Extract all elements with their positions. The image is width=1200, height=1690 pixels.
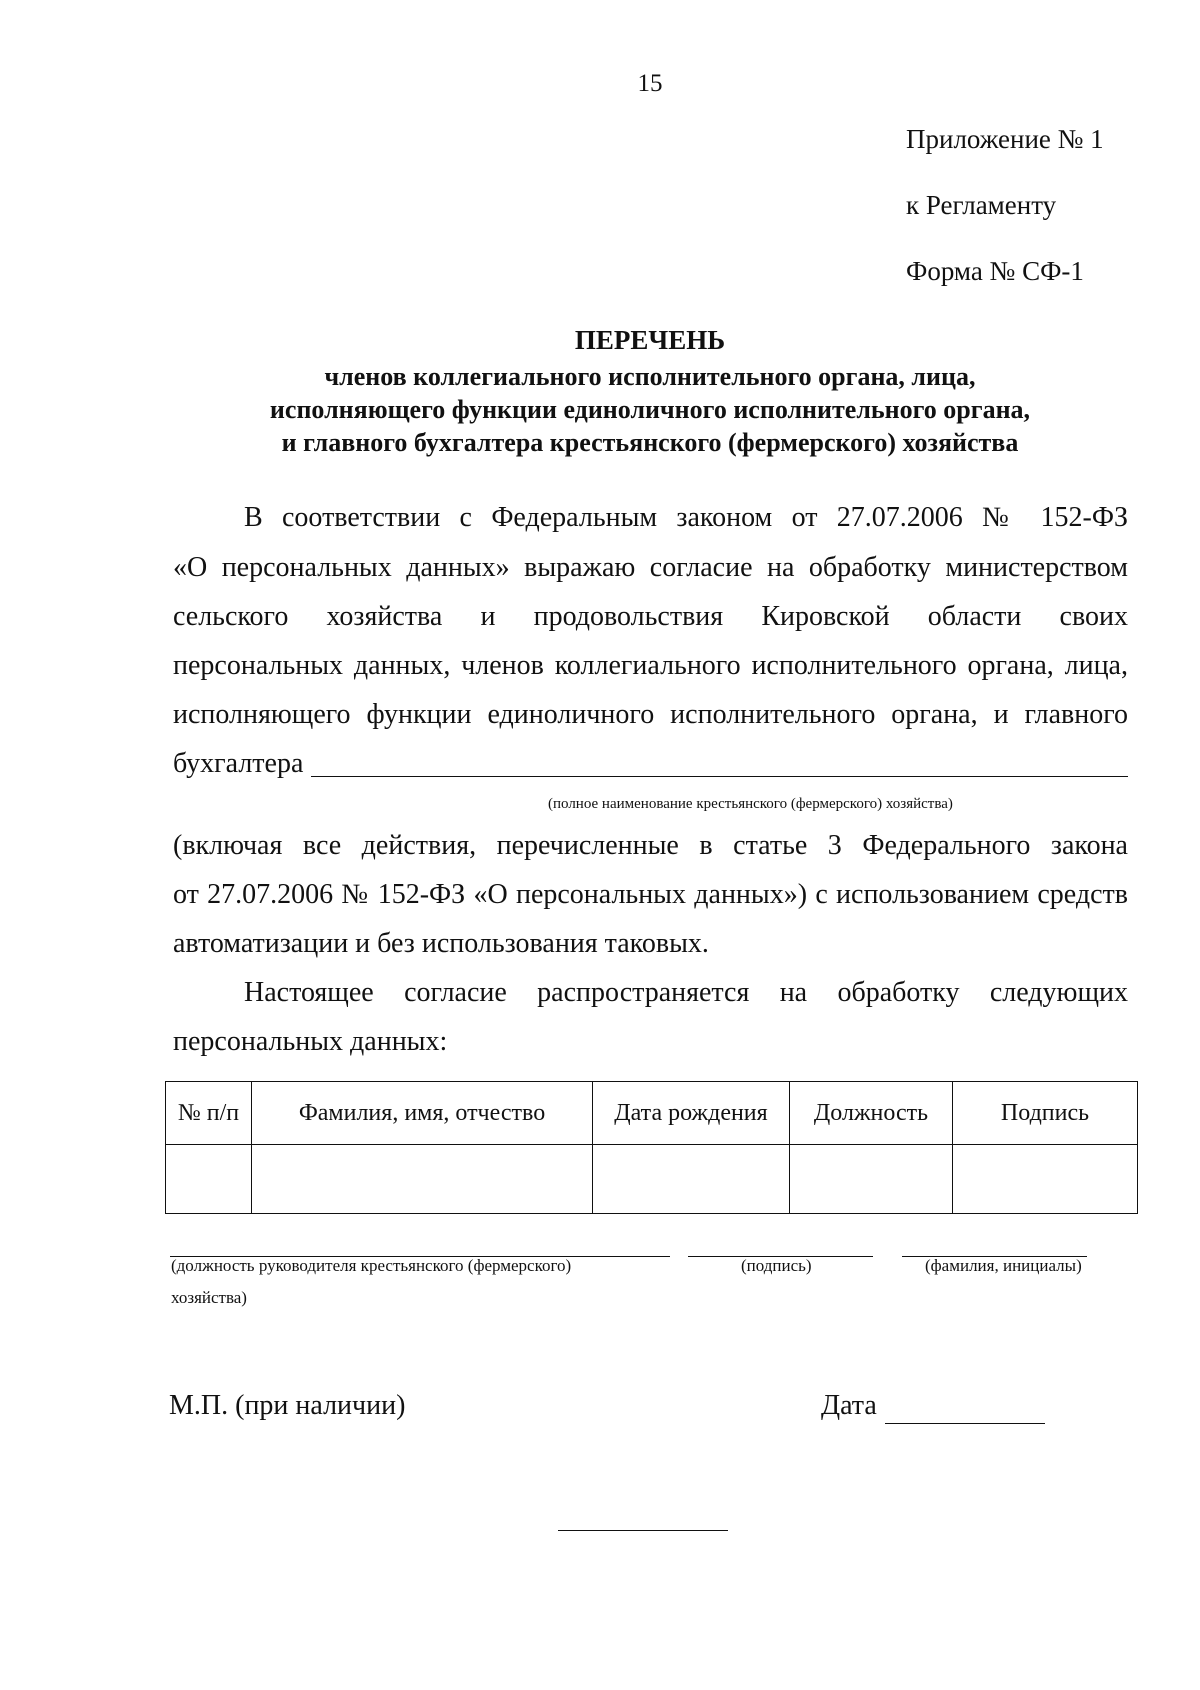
annex-regulation: к Регламенту bbox=[906, 190, 1057, 220]
consent-line-4: персональных данных, членов коллегиального исполнительного органа, лица, bbox=[173, 650, 1128, 681]
signature-caption: (подпись) bbox=[741, 1256, 812, 1275]
consent-line-1: В соответствии с Федеральным законом от 27.07.2006 № 152-ФЗ bbox=[244, 502, 1128, 533]
members-table bbox=[165, 1081, 1138, 1214]
seal-label: М.П. (при наличии) bbox=[169, 1390, 406, 1421]
position-caption: (должность руководителя крестьянского (фермерского) bbox=[171, 1256, 572, 1275]
date-label: Дата bbox=[821, 1390, 877, 1421]
cell-full-name[interactable] bbox=[252, 1145, 593, 1214]
farm-name-caption: (полное наименование крестьянского (фермерского) хозяйства) bbox=[548, 796, 953, 812]
consent-line-8: от 27.07.2006 № 152-ФЗ «О персональных данных») с использованием средств bbox=[173, 879, 1128, 910]
page-number: 15 bbox=[637, 70, 663, 97]
scope-line-2: персональных данных: bbox=[173, 1026, 448, 1057]
consent-line-7: (включая все действия, перечисленные в статье 3 Федерального закона bbox=[173, 830, 1128, 861]
consent-line-2: «О персональных данных» выражаю согласие на обработку министерством bbox=[173, 552, 1128, 583]
consent-line-9: автоматизации и без использования таковых. bbox=[173, 928, 709, 959]
cell-number[interactable] bbox=[166, 1145, 252, 1214]
cell-position[interactable] bbox=[790, 1145, 953, 1214]
consent-line-6: бухгалтера bbox=[173, 748, 304, 779]
column-header-birth-date: Дата рождения bbox=[593, 1082, 790, 1145]
date-field-line[interactable] bbox=[885, 1423, 1045, 1424]
table-header-row bbox=[166, 1082, 1138, 1145]
document-subtitle-line-1: членов коллегиального исполнительного органа, лица, bbox=[324, 362, 976, 391]
scope-line-1: Настоящее согласие распространяется на обработку следующих bbox=[244, 977, 1128, 1008]
column-header-full-name: Фамилия, имя, отчество bbox=[252, 1082, 593, 1145]
column-header-signature: Подпись bbox=[953, 1082, 1138, 1145]
consent-line-5: исполняющего функции единоличного исполнительного органа, и главного bbox=[173, 699, 1128, 730]
farm-name-field-line[interactable] bbox=[311, 776, 1128, 777]
form-number: Форма № СФ-1 bbox=[906, 256, 1084, 286]
column-header-position: Должность bbox=[790, 1082, 953, 1145]
position-caption-continued: хозяйства) bbox=[171, 1288, 247, 1307]
cell-birth-date[interactable] bbox=[593, 1145, 790, 1214]
document-subtitle-line-2: исполняющего функции единоличного исполнительного органа, bbox=[269, 395, 1031, 424]
cell-signature[interactable] bbox=[953, 1145, 1138, 1214]
document-subtitle-line-3: и главного бухгалтера крестьянского (фермерского) хозяйства bbox=[281, 428, 1019, 457]
consent-line-3: сельского хозяйства и продовольствия Кировской области своих bbox=[173, 601, 1128, 632]
table-row bbox=[166, 1145, 1138, 1214]
name-caption: (фамилия, инициалы) bbox=[925, 1256, 1082, 1275]
column-header-number: № п/п bbox=[166, 1082, 252, 1145]
annex-label: Приложение № 1 bbox=[906, 124, 1104, 154]
document-title: ПЕРЕЧЕНЬ bbox=[574, 325, 726, 355]
footer-divider bbox=[558, 1530, 728, 1531]
